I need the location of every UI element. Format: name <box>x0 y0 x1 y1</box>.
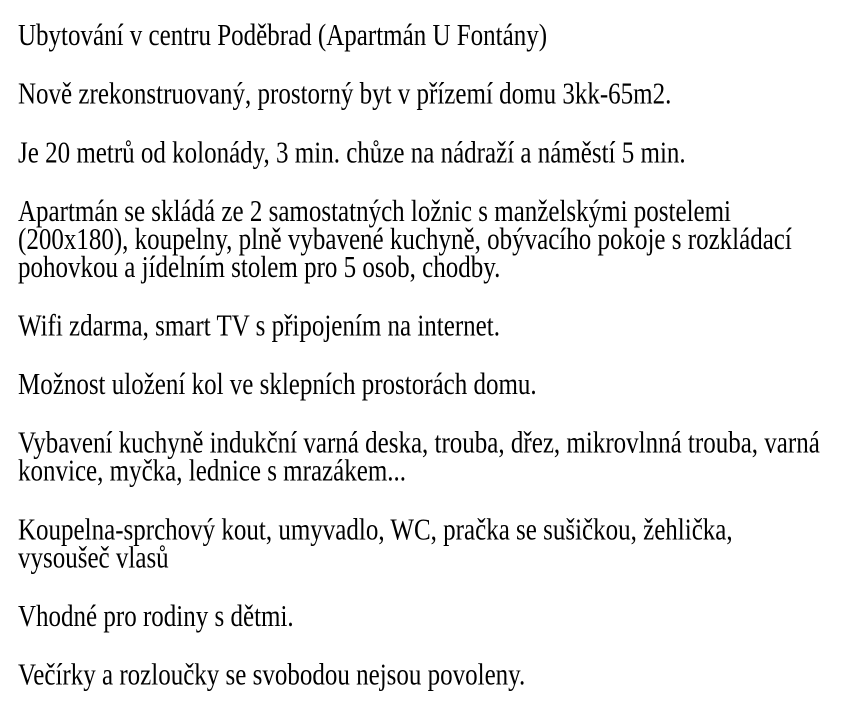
text-line: vysoušeč vlasů <box>18 541 169 575</box>
text-line: Večírky a rozloučky se svobodou nejsou povoleny. <box>18 658 526 692</box>
paragraph-bathroom <box>18 513 848 575</box>
text-line: Vybavení kuchyně indukční varná deska, trouba, dřez, mikrovlnná trouba, varná <box>18 427 820 460</box>
paragraph-kitchen-equipment <box>18 427 848 489</box>
text-line: Koupelna-sprchový kout, umyvadlo, WC, pračka se sušičkou, žehlička, <box>18 513 733 547</box>
text-line: Apartmán se skládá ze 2 samostatných ložnic s manželskými postelemi <box>18 195 732 229</box>
text-line: Nově zrekonstruovaný, prostorný byt v přízemí domu 3kk-65m2. <box>18 78 672 112</box>
text-line: Je 20 metrů od kolonády, 3 min. chůze na nádraží a náměstí 5 min. <box>18 136 686 170</box>
paragraph-location <box>18 136 848 170</box>
paragraph-layout <box>18 195 848 285</box>
text-line: Ubytování v centru Poděbrad (Apartmán U Fontány) <box>18 19 548 53</box>
text-line: Možnost uložení kol ve sklepních prostorách domu. <box>18 368 537 402</box>
text-line: Vhodné pro rodiny s dětmi. <box>18 600 294 634</box>
paragraph-wifi <box>18 309 848 343</box>
document-text-block <box>18 19 848 692</box>
paragraph-description <box>18 78 848 112</box>
paragraph-title <box>18 19 848 53</box>
text-line: Wifi zdarma, smart TV s připojením na internet. <box>18 309 500 343</box>
text-line: konvice, myčka, lednice s mrazákem... <box>18 455 407 489</box>
paragraph-families <box>18 600 848 634</box>
paragraph-bike-storage <box>18 368 848 402</box>
paragraph-no-parties <box>18 658 848 692</box>
text-line: (200x180), koupelny, plně vybavené kuchyně, obývacího pokoje s rozkládací <box>18 223 792 257</box>
text-line: pohovkou a jídelním stolem pro 5 osob, chodby. <box>18 251 501 285</box>
